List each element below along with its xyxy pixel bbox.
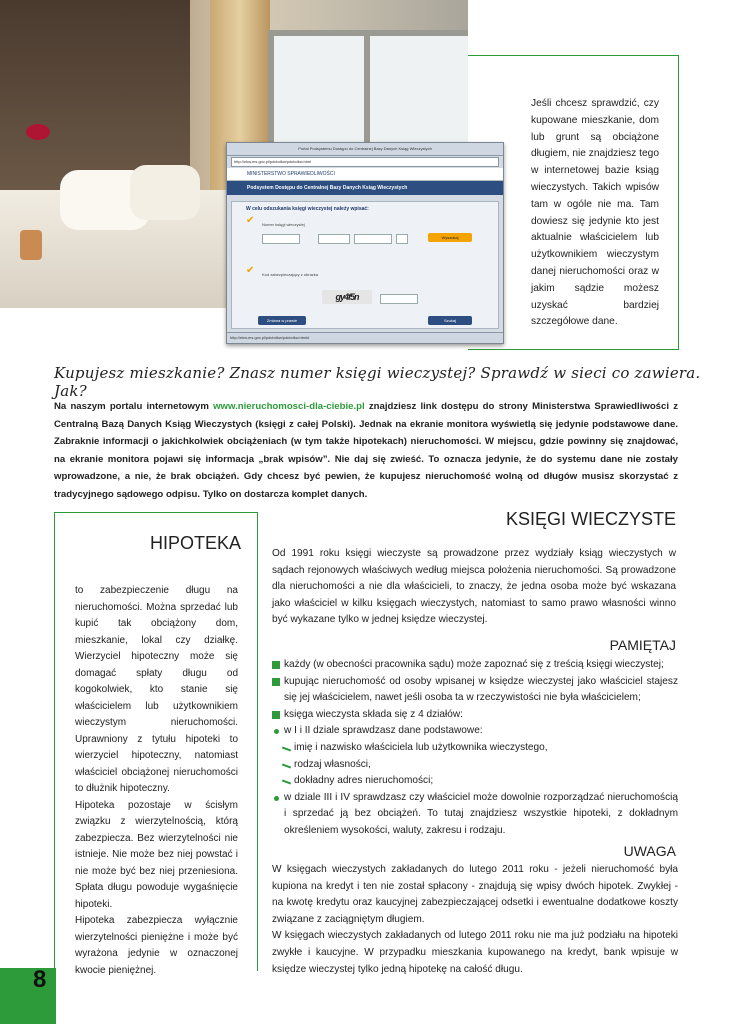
captcha-image: gy4f5n <box>322 290 372 304</box>
search-small-button: Wyszukaj <box>428 233 472 242</box>
list-item: każdy (w obecności pracownika sądu) może zapoznać się z treścią księgi wieczystej; <box>272 657 678 674</box>
hipoteka-title: HIPOTEKA <box>149 533 241 553</box>
list-subitem: imię i nazwisko właściciela lub użytkownika wieczystego, <box>272 740 678 757</box>
intro-text: Na naszym portalu internetowym <box>54 401 214 412</box>
hipoteka-paragraph: Hipoteka pozostaje w ścisłym związku z wierzytelnością, którą zabezpiecza. Bez wierzytelności nie istnieje. Nie może bez niej powstać i nie może być bez niej przeniesiona. Spłata długu powoduje wygaśnięcie hipoteki. <box>75 799 238 910</box>
field-label: Numer księgi wieczystej <box>262 222 305 227</box>
registry-portal-screenshot <box>226 142 504 344</box>
ministry-header: MINISTERSTWO SPRAWIEDLIWOŚCI <box>227 168 503 181</box>
portal-link[interactable]: www.nieruchomosci-dla-ciebie.pl <box>213 401 365 412</box>
check-digit-input <box>396 234 408 244</box>
uwaga-title: UWAGA <box>623 843 676 859</box>
list-item: w I i II dziale sprawdzasz dane podstawowe: <box>272 723 678 740</box>
hipoteka-text <box>75 583 238 979</box>
intro-text: znajdziesz link dostępu do strony Ministerstwa Sprawiedliwości z Centralną Bazą Danych Ksiąg Wieczystych (księgi z całej Polski). Jednak na ekranie monitora wyświetlą się jedynie podstawowe dane. Zabraknie informacji o jakichkolwiek obciążeniach (w tym także hipotekach) nieruchomości. W miejscu, gdzie powinny się znajdować, na ekranie monitora pojawi się informacja „brak wpisów”. Nie daj się zwieść. To oznacza jedynie, że do systemu dane nie zostały wprowadzone, a nie, że brak obciążeń. Gdy chcesz być pewien, że kupujesz nieruchomość wolną od długów musisz skorzystać z tradycyjnego sądowego odpisu. Tylko on dostarcza komplet danych. <box>54 401 678 500</box>
address-bar: http://ekw.ms.gov.pl/pdcbdkw/pdcbdkw.html <box>231 157 499 167</box>
uwaga-paragraph: W księgach wieczystych zakładanych do lutego 2011 roku - jeżeli nieruchomość była kupiona na kredyt i ten nie został spłacony - znajdują się wpisy dwóch hipotek. Zwykłej - na kwotę kredytu oraz kaucyjnej zabezpieczającej odsetki i ewentualne dodatkowe koszty związane z zaciągniętym długiem. <box>272 864 678 925</box>
change-button: Zmiana w prawie <box>258 316 306 325</box>
register-number-input <box>354 234 392 244</box>
uwaga-paragraph: W księgach wieczystych zakładanych od lutego 2011 roku nie ma już podziału na hipoteki zwykłe i kaucyjne. W przypadku mieszkania kupowanego na kredyt, bank wpisuje w księdze wieczystej tylko jedną hipotekę na całość długu. <box>272 930 678 975</box>
info-box-text: Jeśli chcesz sprawdzić, czy kupowane mieszkanie, dom lub grunt są obciążone długiem, nie znajdziesz tego w internetowej bazie ksiąg wieczystych. Takich wpisów tam w ogóle nie ma. Tam dowiesz się jedynie kto jest aktualnie właścicielem lub użytkownikiem wieczystym danej nieruchomości oraz w jakim sądzie możesz uzyskać bardziej szczegółowe dane. <box>531 98 659 328</box>
ksiegi-text: Od 1991 roku księgi wieczyste są prowadzone przez wydziały ksiąg wieczystych w sądach rejonowych właściwych według miejsca położenia nieruchomości. Są prowadzone dla nieruchomości a nie dla właścicieli, to znaczy, że jedna osoba może być wskazana jako właściciel w kilku księgach wieczystych, natomiast to samo prawo własności winno być wykazane tylko w jednej księdze wieczystej. <box>272 548 676 626</box>
form-question: W celu odszukania księgi wieczystej należy wpisać: <box>246 206 369 212</box>
hipoteka-box <box>54 512 258 976</box>
page-number: 8 <box>33 966 47 993</box>
list-subitem: rodzaj własności, <box>272 757 678 774</box>
headline: Kupujesz mieszkanie? Znasz numer księgi wieczystej? Sprawdź w sieci co zawiera. Jak? <box>54 364 701 400</box>
check-icon: ✔ <box>246 215 255 226</box>
check-icon: ✔ <box>246 265 255 276</box>
court-code-input <box>318 234 350 244</box>
court-code-input <box>262 234 300 244</box>
browser-status: http://ekw.ms.gov.pl/pdcbdkw/pdcbdkw.html# <box>227 332 503 343</box>
ksiegi-title: KSIĘGI WIECZYSTE <box>505 509 676 529</box>
browser-title: Portal Podsystemu Dostępu do Centralnej Bazy Danych Ksiąg Wieczystych <box>227 143 503 156</box>
uwaga-text <box>272 862 678 978</box>
pamietaj-list <box>272 657 678 840</box>
list-item: księga wieczysta składa się z 4 działów: <box>272 707 678 724</box>
field-label: Kod zabezpieczający z obrazka <box>262 272 319 277</box>
captcha-input <box>380 294 418 304</box>
list-item: w dziale III i IV sprawdzasz czy właściciel może dowolnie rozporządzać nieruchomością i sprzedać ją bez obciążeń. To tutaj znajdziesz wszystkie hipoteki, z dokładnym określeniem wysokości, waluty, zakresu i rodzaju. <box>272 790 678 840</box>
portal-band: Podsystem Dostępu do Centralnej Bazy Danych Ksiąg Wieczystych <box>227 181 503 195</box>
portal-form <box>231 201 499 329</box>
hipoteka-paragraph: Hipoteka zabezpiecza wyłącznie wierzytelności pieniężne i może być wyrażona jedynie w oznaczonej kwocie pieniężnej. <box>75 915 238 976</box>
pamietaj-title: PAMIĘTAJ <box>609 637 676 653</box>
intro-paragraph <box>54 398 678 504</box>
page-corner <box>0 968 56 1024</box>
list-item: kupując nieruchomość od osoby wpisanej w księdze wieczystej jako właściciel stajesz się jej właścicielem, nawet jeśli osoba ta w rzeczywistości nie była właścicielem; <box>272 674 678 707</box>
pillow <box>130 165 200 220</box>
flower <box>26 124 50 140</box>
search-button: Szukaj <box>428 316 472 325</box>
hipoteka-paragraph: to zabezpieczenie długu na nieruchomości. Można sprzedać lub kupić tak obciążony dom, mieszkanie, lokal czy działkę. Wierzyciel hipoteczny może się domagać spłaty długu od kogokolwiek, kto stanie się właścicielem lub użytkownikiem wieczystym nieruchomości. Uprawniony z tytułu hipoteki to wierzyciel hipoteczny, natomiast właściciel obciążonej nieruchomości to dłużnik hipoteczny. <box>75 585 238 794</box>
vase <box>20 230 42 260</box>
list-subitem: dokładny adres nieruchomości; <box>272 773 678 790</box>
